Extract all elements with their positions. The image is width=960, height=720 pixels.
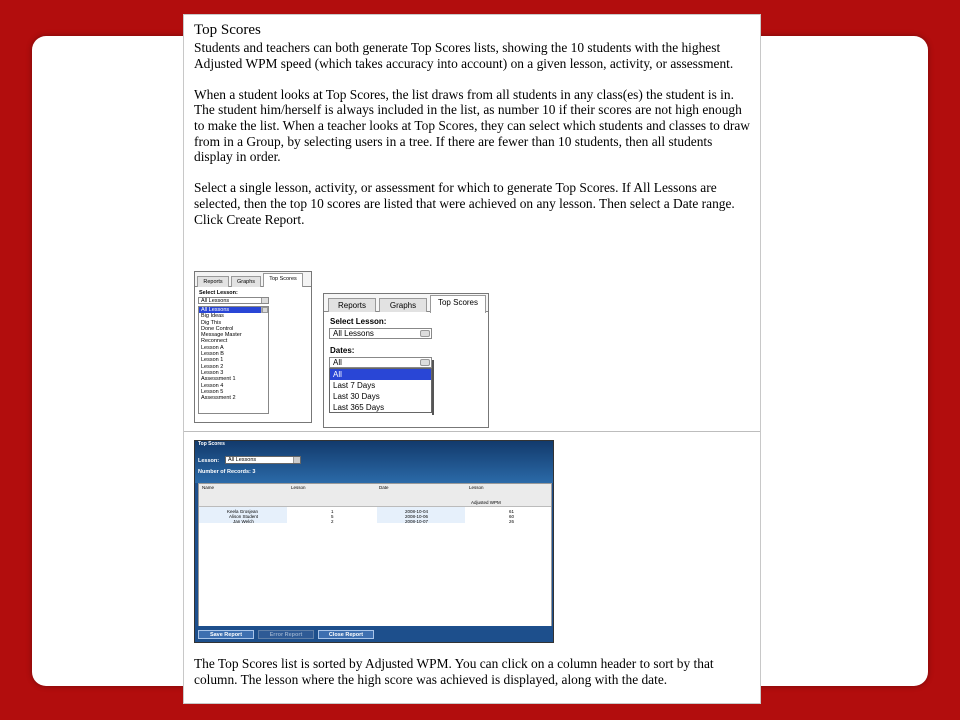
column-header-date[interactable]: Date (379, 485, 389, 490)
list-item[interactable]: Dig This (201, 319, 222, 326)
dropdown-option[interactable]: Last 7 Days (333, 381, 376, 390)
list-item[interactable]: Done Control (201, 325, 234, 332)
column-header-name[interactable]: Name (202, 485, 215, 490)
report-lesson-label: Lesson: (198, 458, 220, 464)
dates-dropdown-list[interactable] (329, 368, 432, 413)
select-lesson-label: Select Lesson: (330, 317, 387, 326)
lesson-select-value: All Lessons (333, 329, 374, 338)
top-scores-report-window (194, 440, 554, 643)
doc-heading: Top Scores (194, 22, 261, 38)
cell-lesson: 2 (331, 519, 334, 524)
document-upper-section (184, 15, 760, 432)
cell-name: Alison Student (229, 514, 259, 519)
list-item[interactable]: Reconnect (201, 338, 228, 345)
list-item[interactable]: Lesson 4 (201, 382, 224, 389)
list-item[interactable]: Lesson 3 (201, 369, 224, 376)
list-item[interactable]: Lesson 5 (201, 388, 224, 395)
document-page (183, 14, 761, 704)
list-item[interactable]: Assessment 1 (201, 376, 236, 383)
list-item[interactable]: Lesson B (201, 351, 224, 358)
list-item[interactable]: Big Ideas (201, 313, 224, 320)
cell-date: 2008-10-04 (405, 509, 429, 514)
dropdown-option[interactable]: All (330, 369, 431, 380)
list-item[interactable]: Lesson A (201, 344, 224, 351)
document-text (194, 21, 754, 243)
cell-wpm: 61 (509, 509, 515, 514)
tab-reports[interactable]: Reports (328, 298, 376, 312)
save-report-button[interactable]: Save Report (198, 630, 254, 639)
tab-graphs[interactable]: Graphs (379, 298, 427, 312)
cell-date: 2008-10-06 (405, 514, 429, 519)
tab-bar (195, 272, 311, 287)
chevron-down-icon[interactable] (420, 330, 430, 337)
dropdown-option[interactable]: Last 365 Days (333, 403, 385, 412)
lesson-select[interactable] (329, 328, 432, 339)
list-item[interactable]: Assessment 2 (201, 395, 236, 402)
cell-wpm: 60 (509, 514, 515, 519)
table-header (199, 484, 551, 507)
cell-date: 2008-10-07 (405, 519, 429, 524)
listbox-scrollbar[interactable] (261, 307, 268, 313)
dates-select[interactable] (329, 357, 432, 368)
lesson-select[interactable] (198, 297, 269, 304)
doc-paragraph-2: When a student looks at Top Scores, the list draws from all students in any class(es) the student is in. The student him/herself is always included in the list, as number 10 if their scores are not high enough to make the list. When a teacher looks at Top Scores, they can select which students and classes to draw from in a Group, by selecting users in a tree. If there are fewer than 10 students, then all students display in order. (194, 86, 750, 165)
dates-select-value: All (333, 358, 342, 367)
dropdown-option[interactable]: Last 30 Days (333, 392, 380, 401)
chevron-down-icon[interactable] (420, 359, 430, 366)
doc-paragraph-4: The Top Scores list is sorted by Adjusted WPM. You can click on a column header to sort by that column. The lesson where the high score was achieved is displayed, along with the date. (194, 656, 714, 687)
dropdown-shadow (432, 360, 434, 415)
list-item[interactable]: Message Master (201, 332, 242, 339)
close-report-button[interactable]: Close Report (318, 630, 374, 639)
tab-bar (324, 294, 488, 312)
list-item[interactable]: All Lessons (199, 307, 268, 313)
cell-wpm: 26 (509, 519, 515, 524)
select-lesson-label: Select Lesson: (199, 290, 238, 296)
chevron-down-icon[interactable] (261, 298, 268, 303)
lesson-select-value: All Lessons (201, 298, 230, 304)
report-lesson-select[interactable] (225, 456, 301, 464)
tab-reports[interactable]: Reports (197, 276, 229, 287)
error-report-button[interactable]: Error Report (258, 630, 314, 639)
doc-paragraph-3: Select a single lesson, activity, or assessment for which to generate Top Scores. If All Lessons are selected, then the top 10 scores are listed that were achieved on any lesson. Then select a Date range. Click Create Report. (194, 180, 735, 227)
report-lesson-value: All Lessons (228, 457, 257, 463)
doc-paragraph-1: Students and teachers can both generate Top Scores lists, showing the 10 students with the highest Adjusted WPM speed (which takes accuracy into account) on a given lesson, activity, or assessment. (194, 40, 734, 71)
list-item[interactable]: Lesson 1 (201, 357, 224, 364)
top-scores-panel-large (323, 293, 489, 428)
lesson-listbox[interactable] (198, 306, 269, 414)
tab-top-scores[interactable]: Top Scores (430, 295, 486, 313)
report-title: Top Scores (198, 441, 225, 447)
cell-name: Jan Welch (233, 519, 254, 524)
top-scores-panel-small (194, 271, 312, 423)
cell-lesson: 5 (331, 514, 334, 519)
scroll-down-icon[interactable] (262, 307, 268, 313)
list-item[interactable]: Lesson 2 (201, 363, 224, 370)
tab-top-scores[interactable]: Top Scores (263, 273, 303, 287)
column-subheader-adjusted-wpm[interactable]: Adjusted WPM (471, 500, 501, 505)
cell-name: Keela Grosjean (227, 509, 259, 514)
column-header-lesson-wpm[interactable]: Lesson (469, 485, 484, 490)
column-header-lesson[interactable]: Lesson (291, 485, 306, 490)
report-header (195, 441, 553, 483)
report-table (198, 483, 552, 627)
report-footer (195, 626, 553, 642)
record-count: Number of Records: 3 (198, 469, 256, 475)
table-row[interactable] (199, 519, 551, 524)
chevron-down-icon[interactable] (293, 457, 300, 463)
cell-lesson: 1 (331, 509, 334, 514)
dates-label: Dates: (330, 346, 355, 355)
tab-graphs[interactable]: Graphs (231, 276, 261, 287)
